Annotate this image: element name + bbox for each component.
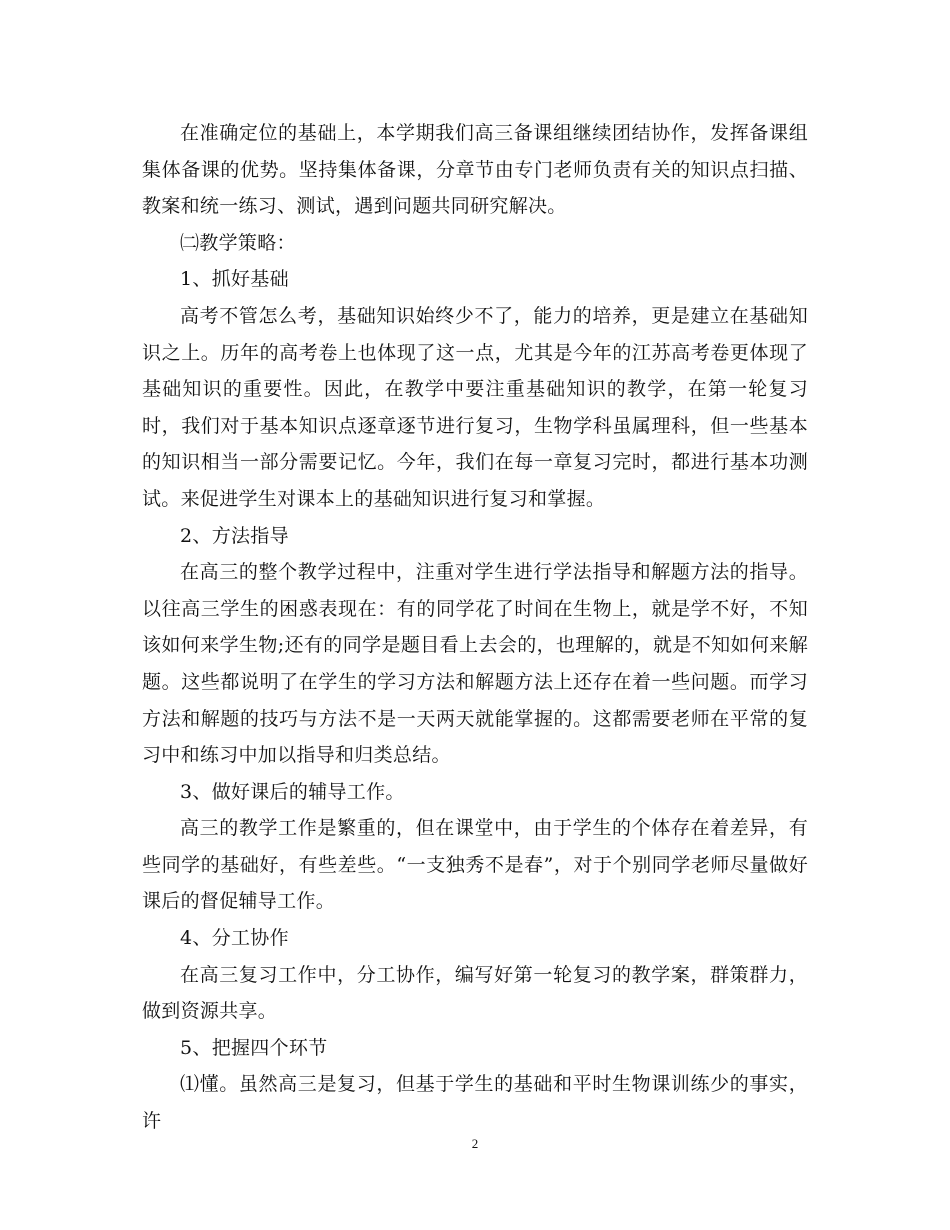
document-body [142,115,808,1140]
heading-method-guidance: 2、方法指导 [180,524,289,547]
heading-division-of-labor: 4、分工协作 [180,927,289,950]
paragraph-collective-preparation: 在准确定位的基础上，本学期我们高三备课组继续团结协作，发挥备课组集体备课的优势。坚持集体备课，分章节由专门老师负责有关的知识点扫描、教案和统一练习、测试，遇到问题共同研究解决。 [142,122,808,218]
page-number: 2 [471,1136,479,1151]
heading-teaching-strategy: ㈡教学策略： [180,231,296,254]
paragraph-basics: 高考不管怎么考，基础知识始终少不了，能力的培养，更是建立在基础知识之上。历年的高考卷上也体现了这一点，尤其是今年的江苏高考卷更体现了基础知识的重要性。因此，在教学中要注重基础知识的教学，在第一轮复习时，我们对于基本知识点逐章逐节进行复习，生物学科虽属理科，但一些基本的知识相当一部分需要记忆。今年，我们在每一章复习完时，都进行基本功测试。来促进学生对课本上的基础知识进行复习和掌握。 [142,304,808,510]
heading-basics: 1、抓好基础 [180,268,289,291]
paragraph-understand: ⑴懂。虽然高三是复习，但基于学生的基础和平时生物课训练少的事实，许 [142,1073,808,1133]
paragraph-after-class-tutoring: 高三的教学工作是繁重的，但在课堂中，由于学生的个体存在着差异，有些同学的基础好，有些差些。“一支独秀不是春”，对于个别同学老师尽量做好课后的督促辅导工作。 [142,817,808,913]
heading-four-links: 5、把握四个环节 [180,1036,328,1059]
heading-after-class-tutoring: 3、做好课后的辅导工作。 [180,780,405,803]
paragraph-division-of-labor: 在高三复习工作中，分工协作，编写好第一轮复习的教学案，群策群力，做到资源共享。 [142,963,808,1023]
paragraph-method-guidance: 在高三的整个教学过程中，注重对学生进行学法指导和解题方法的指导。以往高三学生的困惑表现在：有的同学花了时间在生物上，就是学不好，不知该如何来学生物;还有的同学是题目看上去会的，也理解的，就是不知如何来解题。这些都说明了在学生的学习方法和解题方法上还存在着一些问题。而学习方法和解题的技巧与方法不是一天两天就能掌握的。这都需要老师在平常的复习中和练习中加以指导和归类总结。 [142,561,808,767]
